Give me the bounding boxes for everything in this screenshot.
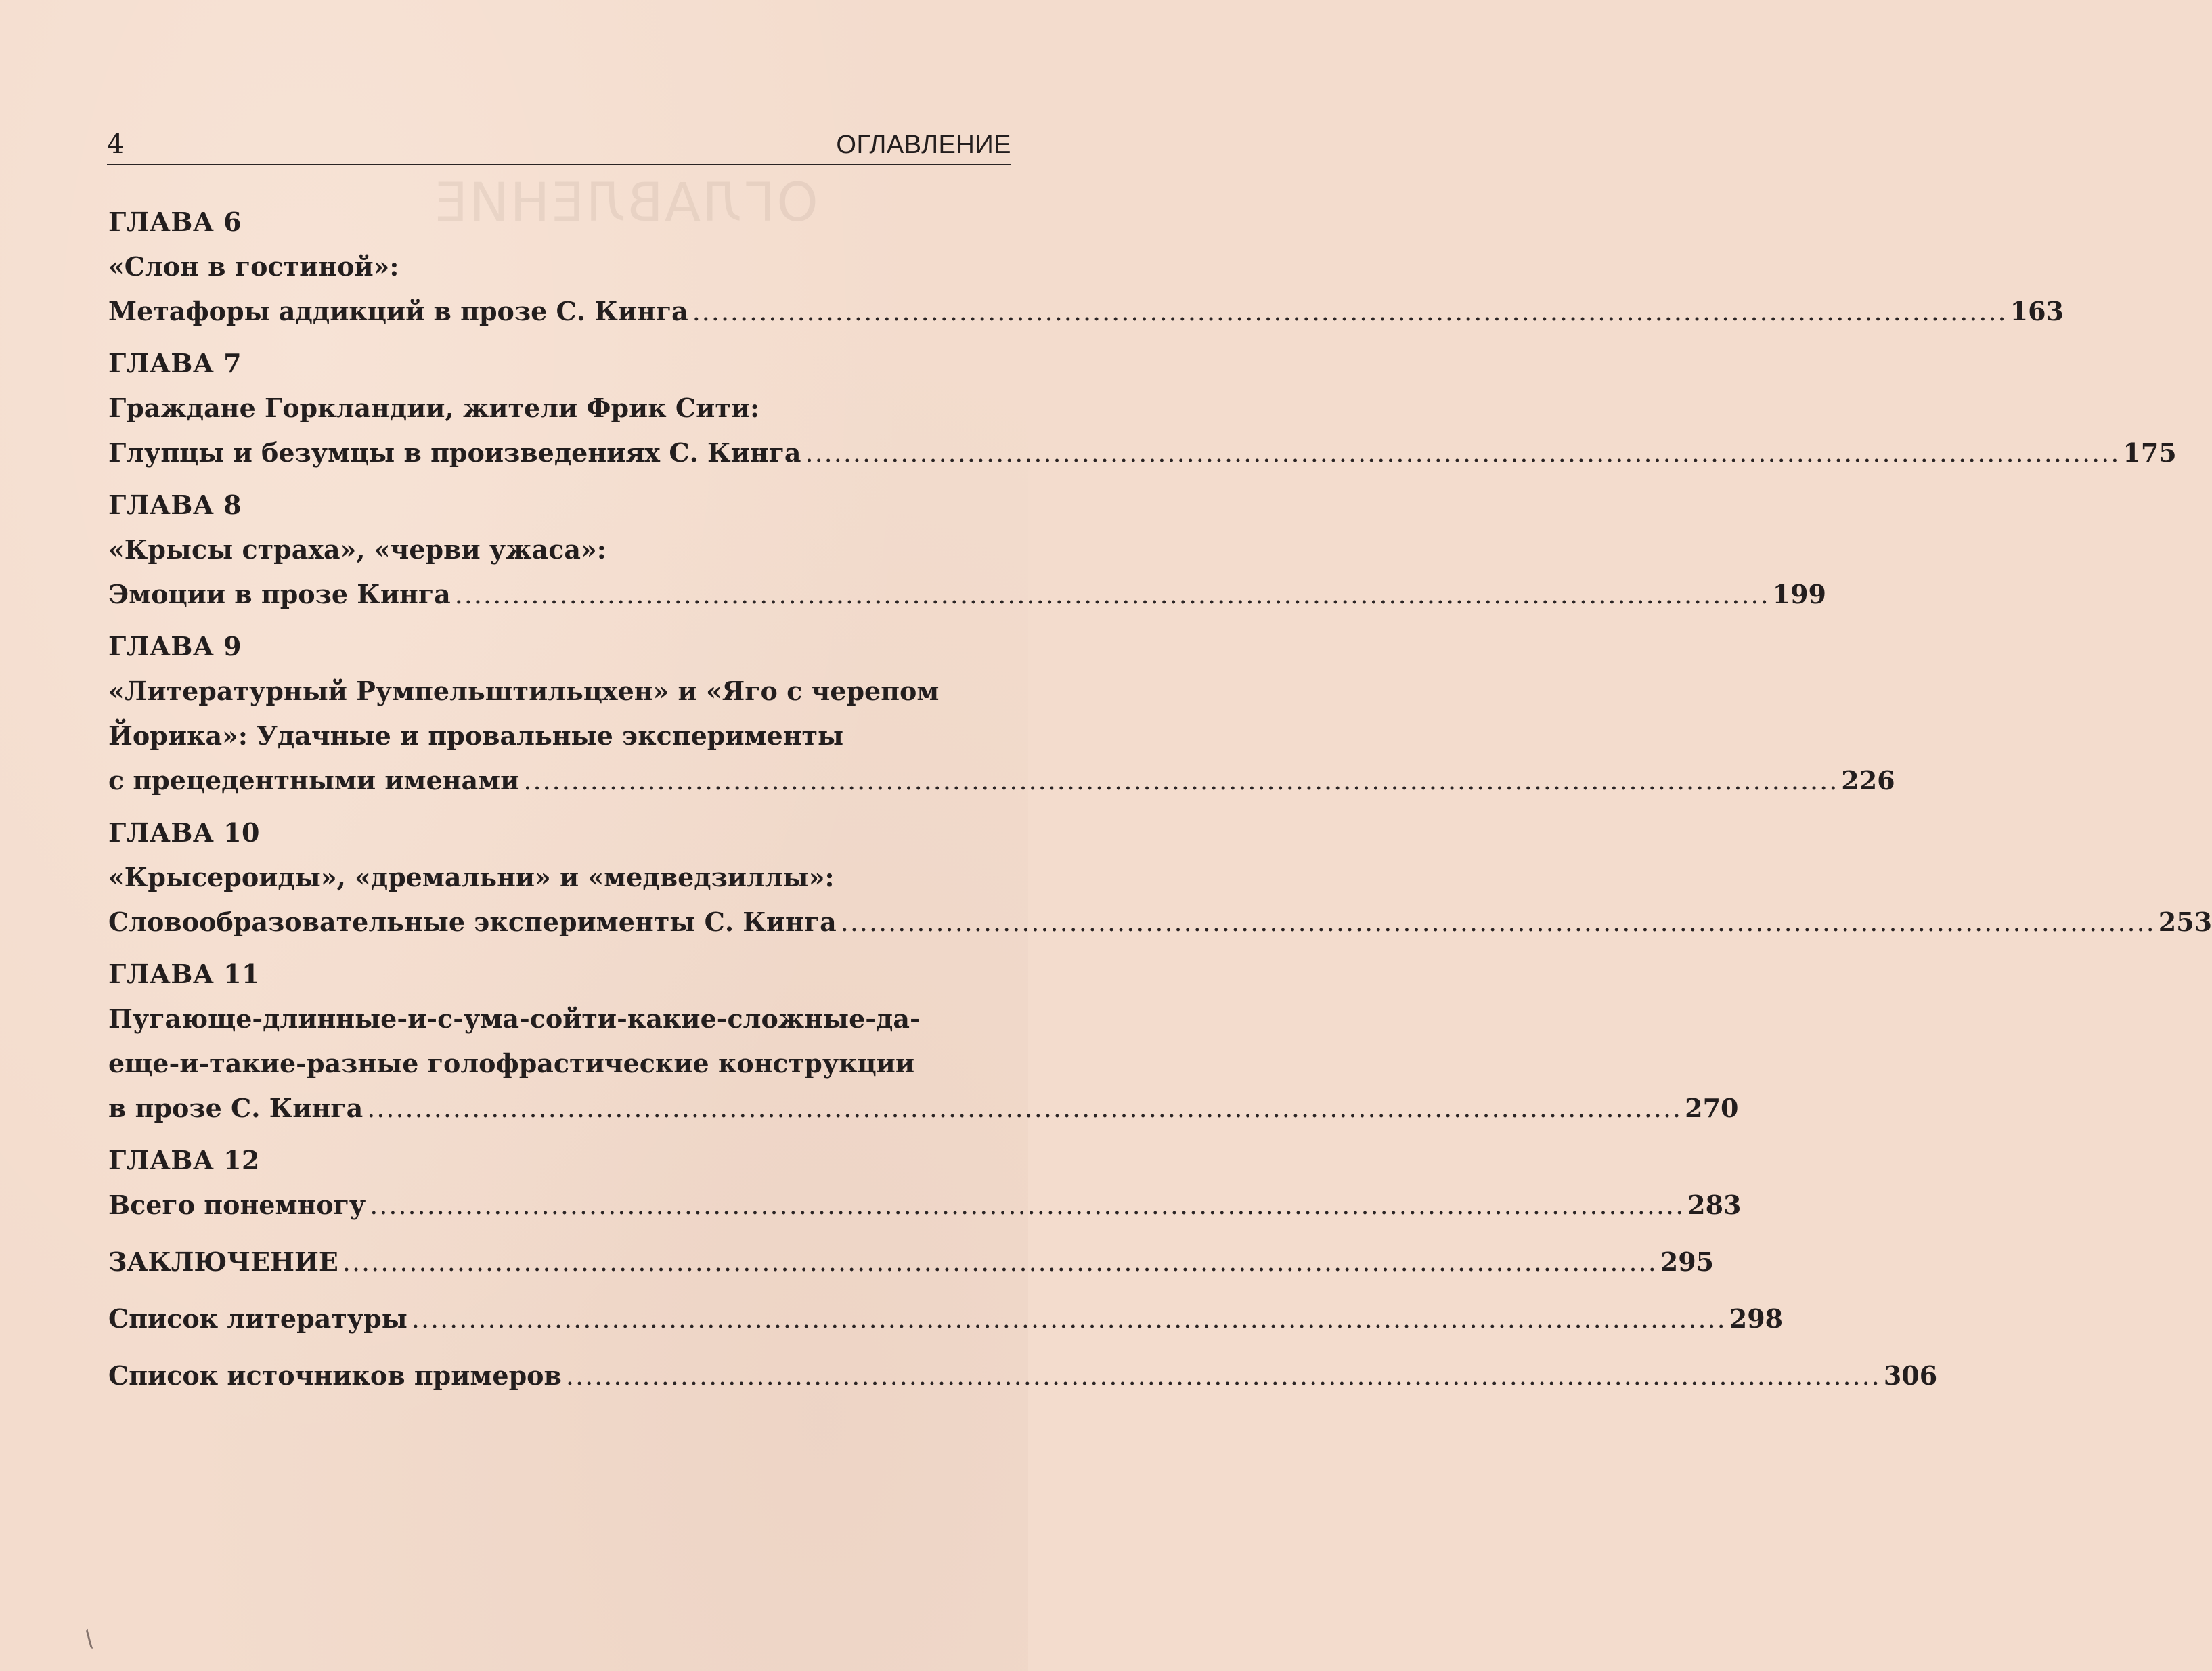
dot-leader: ..........................................................................................................................................	[692, 297, 2008, 326]
entry-title: Список источников примеров	[108, 1360, 562, 1391]
entry-title: Список литературы	[108, 1303, 407, 1334]
chapter-title-line: Пугающе-длинные-и-с-ума-сойти-какие-сложные-да-	[108, 1003, 921, 1034]
show-through-text: ОГЛАВЛЕНИЕ	[433, 173, 818, 234]
toc-entry	[108, 289, 2064, 334]
toc-entry	[108, 1086, 1739, 1131]
chapter-label: ГЛАВА 12	[108, 1145, 260, 1175]
back-matter	[108, 1240, 1938, 1398]
page-ref: 295	[1660, 1246, 1715, 1277]
page-ref: 298	[1729, 1303, 1784, 1334]
dot-leader: ..........................................................................................................................................	[840, 907, 2156, 937]
chapter-title-line: Глупцы и безумцы в произведениях С. Кинга	[108, 437, 801, 468]
table-of-contents	[108, 200, 2212, 1410]
chapter-label: ГЛАВА 9	[108, 631, 242, 661]
page-number: 4	[107, 129, 125, 160]
dot-leader: ..........................................................................................................................................	[367, 1093, 1683, 1123]
toc-entry-example-sources[interactable]	[108, 1353, 1938, 1398]
toc-entry-references[interactable]	[108, 1297, 1784, 1341]
dot-leader: ..........................................................................................................................................	[411, 1304, 1727, 1334]
running-title: ОГЛАВЛЕНИЕ	[836, 131, 1011, 159]
toc-entry-conclusion[interactable]	[108, 1240, 1715, 1284]
dot-leader: ..........................................................................................................................................	[565, 1361, 1881, 1391]
dot-leader: ..........................................................................................................................................	[342, 1247, 1658, 1277]
chapter-title-line: Граждане Горкландии, жители Фрик Сити:	[108, 393, 760, 423]
chapter-label: ГЛАВА 8	[108, 490, 242, 520]
chapter-title-line: Йорика»: Удачные и провальные эксперименты	[108, 720, 844, 751]
toc-entry	[108, 758, 1895, 803]
chapter-title-line: «Крысы страха», «черви ужаса»:	[108, 534, 606, 565]
toc-chapter-9[interactable]	[108, 624, 1895, 803]
toc-chapter-10[interactable]	[108, 810, 2212, 945]
page-ref: 306	[1883, 1360, 1938, 1391]
chapter-label: ГЛАВА 7	[108, 348, 242, 378]
chapter-label: ГЛАВА 6	[108, 207, 242, 237]
running-head	[107, 123, 1011, 165]
toc-entry	[108, 900, 2212, 945]
toc-chapter-6[interactable]	[108, 200, 2064, 334]
chapter-title-line: «Слон в гостиной»:	[108, 251, 399, 282]
page-ref: 199	[1772, 579, 1826, 609]
dot-leader: ..........................................................................................................................................	[370, 1190, 1685, 1220]
entry-title: ЗАКЛЮЧЕНИЕ	[108, 1246, 338, 1277]
pencil-mark	[85, 1628, 96, 1649]
dot-leader: ..........................................................................................................................................	[454, 580, 1770, 609]
toc-entry	[108, 572, 1826, 617]
chapter-title-line: Метафоры аддикций в прозе С. Кинга	[108, 296, 688, 326]
toc-chapter-8[interactable]	[108, 483, 1826, 617]
toc-chapter-11[interactable]	[108, 952, 1739, 1131]
chapter-title-line: «Литературный Румпельштильцхен» и «Яго с черепом	[108, 676, 939, 706]
page-ref: 270	[1685, 1093, 1739, 1123]
chapter-label: ГЛАВА 11	[108, 959, 260, 989]
dot-leader: ..........................................................................................................................................	[523, 766, 1839, 796]
dot-leader: ..........................................................................................................................................	[805, 438, 2121, 468]
toc-entry	[108, 1183, 1742, 1228]
chapter-title-line: «Крысероиды», «дремальни» и «медведзиллы»:	[108, 862, 835, 892]
chapter-title-line: Эмоции в прозе Кинга	[108, 579, 451, 609]
page-ref: 163	[2010, 296, 2064, 326]
page-ref: 226	[1841, 765, 1895, 796]
toc-chapter-7[interactable]	[108, 341, 2177, 475]
chapter-title-line: с прецедентными именами	[108, 765, 520, 796]
page-ref: 253	[2158, 907, 2212, 937]
chapter-title-line: в прозе С. Кинга	[108, 1093, 363, 1123]
chapter-title-line: Всего понемногу	[108, 1190, 366, 1220]
toc-chapter-12[interactable]	[108, 1138, 1742, 1228]
toc-entry	[108, 431, 2177, 475]
page-ref: 283	[1687, 1190, 1742, 1220]
page-ref: 175	[2123, 437, 2177, 468]
chapter-title-line: еще-и-такие-разные голофрастические конструкции	[108, 1048, 915, 1079]
chapter-title-line: Словообразовательные эксперименты С. Кинга	[108, 907, 837, 937]
chapter-label: ГЛАВА 10	[108, 817, 260, 848]
